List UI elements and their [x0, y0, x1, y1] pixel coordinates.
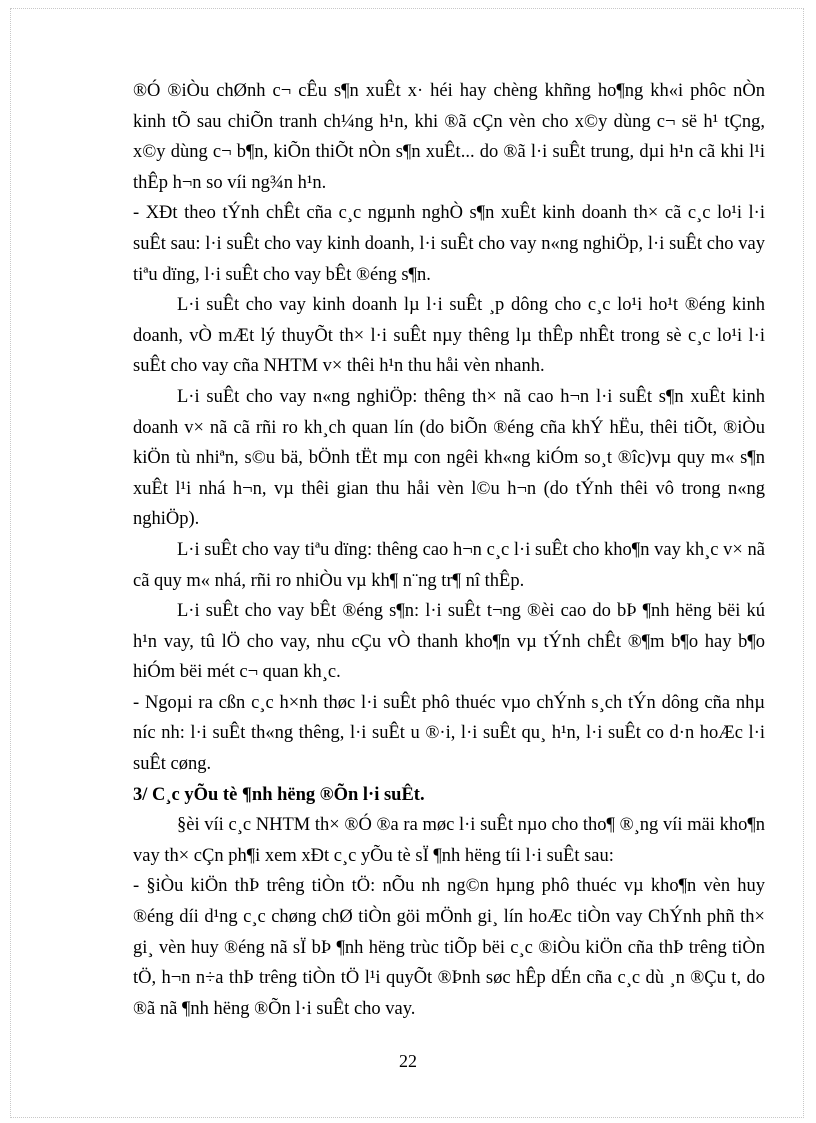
paragraph: - XÐt theo tÝnh chÊt cña c¸c ngµnh nghÒ s¶n xuÊt kinh doanh th× cã c¸c lo¹i l·i suÊt sau: l·i suÊt cho vay kinh doanh, l·i suÊt cho vay n«ng nghiÖp, l·i suÊt cho vay tiªu dïng, l·i suÊt cho vay bÊt ®éng s¶n.	[133, 203, 765, 285]
paragraph: ®Ó ®iÒu chØnh c¬ cÊu s¶n xuÊt x· héi hay chèng khñng ho¶ng kh«i phôc nÒn kinh tÕ sau chiÕn tranh ch¼ng h¹n, khi ®ã cÇn vèn cho x©y dùng c¬ së h¹ tÇng, x©y dùng c¬ b¶n, kiÕn thiÕt nÒn s¶n xuÊt... do ®ã l·i suÊt trung, dµi h¹n cã khi l¹i thÊp h¬n so víi ng¾n h¹n.	[133, 81, 765, 193]
paragraph: L·i suÊt cho vay tiªu dïng: thêng cao h¬n c¸c l·i suÊt cho kho¶n vay kh¸c v× nã cã quy m« nhá, rñi ro nhiÒu vµ kh¶ n¨ng tr¶ nî thÊp.	[133, 539, 765, 591]
paragraph: L·i suÊt cho vay bÊt ®éng s¶n: l·i suÊt t¬ng ®èi cao do bÞ ¶nh hëng bëi kú h¹n vay, tû lÖ cho vay, nhu cÇu vÒ thanh kho¶n vµ tÝnh chÊt ®¶m b¶o hay b¶o hiÓm bëi mét c¬ quan kh¸c.	[133, 601, 765, 683]
page-number: 22	[399, 1051, 417, 1071]
paragraph: L·i suÊt cho vay n«ng nghiÖp: thêng th× nã cao h¬n l·i suÊt s¶n xuÊt kinh doanh v× nã cã rñi ro kh¸ch quan lín (do biÕn ®éng cña khÝ hËu, thêi tiÕt, ®iÒu kiÖn tù nhiªn, s©u bä, bÖnh tËt mµ con ngêi kh«ng kiÓm so¸t ®îc)vµ quy m« s¶n xuÊt l¹i nhá h¬n, vµ thêi gian thu håi vèn l©u h¬n (do tÝnh thêi vô trong n«ng nghiÖp).	[133, 386, 765, 530]
paragraph: §èi víi c¸c NHTM th× ®Ó ®a ra møc l·i suÊt nµo cho tho¶ ®¸ng víi mäi kho¶n vay th× cÇn ph¶i xem xÐt c¸c yÕu tè sÏ ¶nh hëng tíi l·i suÊt sau:	[133, 815, 765, 866]
paragraph: - Ngoµi ra cßn c¸c h×nh thøc l·i suÊt phô thuéc vµo chÝnh s¸ch tÝn dông cña nhµ níc nh: l·i suÊt th«ng thêng, l·i suÊt u ®·i, l·i suÊt qu¸ h¹n, l·i suÊt co d·n hoÆc l·i suÊt cøng.	[133, 692, 765, 775]
page-body	[133, 76, 765, 1024]
section-heading: 3/ C¸c yÕu tè ¶nh hëng ®Õn l·i suÊt.	[133, 784, 425, 805]
paragraph: - §iÒu kiÖn thÞ trêng tiÒn tÖ: nÕu nh ng©n hµng phô thuéc vµ kho¶n vèn huy ®éng díi d¹ng c¸c chøng chØ tiÒn göi mÖnh gi¸ lín hoÆc tiÒn vay ChÝnh phñ th× gi¸ vèn huy ®éng nã sÏ bÞ ¶nh hëng trùc tiÕp bëi c¸c ®iÒu kiÖn cña thÞ trêng tiÒn tÖ, h¬n n÷a thÞ trêng tiÒn tÖ l¹i quyÕt ®Þnh søc hÊp dÉn cña c¸c dù ¸n ®Çu t, do ®ã nã ¶nh hëng ®Õn l·i suÊt cho vay.	[133, 876, 765, 1019]
paragraph: L·i suÊt cho vay kinh doanh lµ l·i suÊt ¸p dông cho c¸c lo¹i ho¹t ®éng kinh doanh, vÒ mÆt lý thuyÕt th× l·i suÊt nµy thêng lµ thÊp nhÊt trong sè c¸c lo¹i l·i suÊt cho vay cña NHTM v× thêi h¹n thu håi vèn nhanh.	[133, 295, 765, 377]
